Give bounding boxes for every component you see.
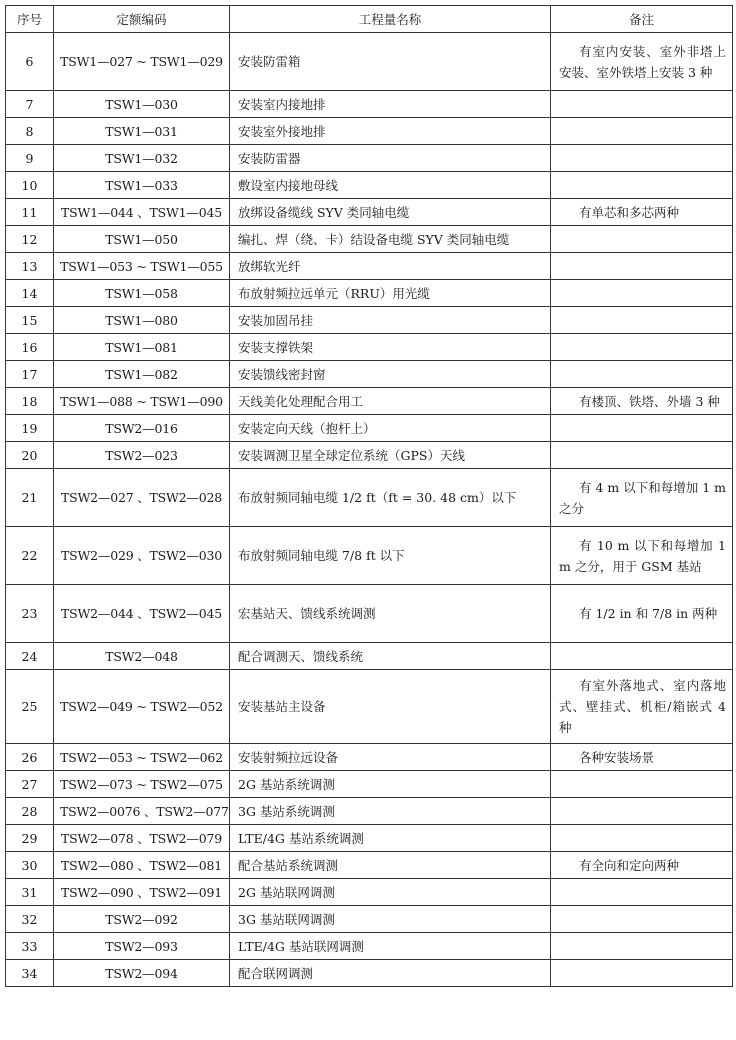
cell-quota-code: TSW1—050 [54, 226, 230, 253]
cell-remarks: 有 10 m 以下和每增加 1 m 之分，用于 GSM 基站 [551, 527, 733, 585]
cell-work-item-name: 布放射频同轴电缆 7/8 ft 以下 [230, 527, 551, 585]
cell-work-item-name: 安装防雷箱 [230, 33, 551, 91]
table-row [6, 280, 733, 307]
cell-index: 24 [6, 643, 54, 670]
cell-work-item-name: 安装定向天线（抱杆上） [230, 415, 551, 442]
table-row [6, 879, 733, 906]
cell-quota-code: TSW2—023 [54, 442, 230, 469]
cell-quota-code: TSW1—032 [54, 145, 230, 172]
cell-work-item-name: LTE/4G 基站联网调测 [230, 933, 551, 960]
cell-remarks: 各种安装场景 [551, 744, 733, 771]
cell-quota-code: TSW2—044 、TSW2—045 [54, 585, 230, 643]
cell-quota-code: TSW2—093 [54, 933, 230, 960]
cell-remarks [551, 825, 733, 852]
cell-index: 18 [6, 388, 54, 415]
cell-remarks: 有室外落地式、室内落地式、壁挂式、机柜/箱嵌式 4 种 [551, 670, 733, 744]
cell-work-item-name: 安装室外接地排 [230, 118, 551, 145]
cell-remarks [551, 280, 733, 307]
cell-quota-code: TSW1—058 [54, 280, 230, 307]
cell-index: 17 [6, 361, 54, 388]
cell-index: 28 [6, 798, 54, 825]
cell-index: 30 [6, 852, 54, 879]
cell-remarks: 有单芯和多芯两种 [551, 199, 733, 226]
cell-index: 33 [6, 933, 54, 960]
cell-index: 29 [6, 825, 54, 852]
cell-work-item-name: 放绑软光纤 [230, 253, 551, 280]
cell-remarks [551, 226, 733, 253]
cell-remarks [551, 771, 733, 798]
table-row [6, 118, 733, 145]
table-row [6, 852, 733, 879]
cell-index: 21 [6, 469, 54, 527]
cell-index: 19 [6, 415, 54, 442]
header-quota-code: 定额编码 [54, 6, 230, 33]
table-row [6, 527, 733, 585]
cell-work-item-name: 2G 基站联网调测 [230, 879, 551, 906]
cell-quota-code: TSW1—080 [54, 307, 230, 334]
cell-index: 13 [6, 253, 54, 280]
table-row [6, 415, 733, 442]
cell-remarks: 有全向和定向两种 [551, 852, 733, 879]
table-row [6, 798, 733, 825]
table-row [6, 933, 733, 960]
cell-remarks [551, 798, 733, 825]
cell-remarks [551, 906, 733, 933]
cell-remarks [551, 172, 733, 199]
cell-remarks [551, 118, 733, 145]
cell-remarks [551, 415, 733, 442]
cell-work-item-name: 安装基站主设备 [230, 670, 551, 744]
cell-quota-code: TSW2—094 [54, 960, 230, 987]
cell-quota-code: TSW2—080 、TSW2—081 [54, 852, 230, 879]
cell-quota-code: TSW1—053 ~ TSW1—055 [54, 253, 230, 280]
cell-quota-code: TSW1—081 [54, 334, 230, 361]
table-row [6, 825, 733, 852]
cell-remarks: 有 4 m 以下和每增加 1 m 之分 [551, 469, 733, 527]
cell-work-item-name: 3G 基站联网调测 [230, 906, 551, 933]
cell-work-item-name: 天线美化处理配合用工 [230, 388, 551, 415]
cell-remarks: 有 1/2 in 和 7/8 in 两种 [551, 585, 733, 643]
table-row [6, 643, 733, 670]
header-index: 序号 [6, 6, 54, 33]
cell-quota-code: TSW2—053 ~ TSW2—062 [54, 744, 230, 771]
cell-index: 8 [6, 118, 54, 145]
cell-work-item-name: 2G 基站系统调测 [230, 771, 551, 798]
cell-quota-code: TSW1—027 ~ TSW1—029 [54, 33, 230, 91]
cell-remarks [551, 361, 733, 388]
cell-index: 15 [6, 307, 54, 334]
table-row [6, 585, 733, 643]
cell-remarks [551, 933, 733, 960]
cell-remarks [551, 643, 733, 670]
cell-remarks [551, 879, 733, 906]
cell-remarks: 有楼顶、铁塔、外墙 3 种 [551, 388, 733, 415]
cell-remarks: 有室内安装、室外非塔上安装、室外铁塔上安装 3 种 [551, 33, 733, 91]
cell-index: 32 [6, 906, 54, 933]
table-row [6, 442, 733, 469]
cell-quota-code: TSW2—0076 、TSW2—077 [54, 798, 230, 825]
cell-index: 22 [6, 527, 54, 585]
cell-quota-code: TSW2—090 、TSW2—091 [54, 879, 230, 906]
table-row [6, 91, 733, 118]
cell-quota-code: TSW2—016 [54, 415, 230, 442]
cell-index: 11 [6, 199, 54, 226]
table-row [6, 744, 733, 771]
table-row [6, 670, 733, 744]
cell-quota-code: TSW2—027 、TSW2—028 [54, 469, 230, 527]
cell-remarks [551, 334, 733, 361]
table-row [6, 361, 733, 388]
cell-index: 31 [6, 879, 54, 906]
cell-work-item-name: 安装支撑铁架 [230, 334, 551, 361]
cell-work-item-name: 编扎、焊（绕、卡）结设备电缆 SYV 类同轴电缆 [230, 226, 551, 253]
cell-index: 7 [6, 91, 54, 118]
table-row [6, 906, 733, 933]
cell-work-item-name: 3G 基站系统调测 [230, 798, 551, 825]
cell-quota-code: TSW2—078 、TSW2—079 [54, 825, 230, 852]
cell-work-item-name: 放绑设备缆线 SYV 类同轴电缆 [230, 199, 551, 226]
cell-index: 16 [6, 334, 54, 361]
cell-quota-code: TSW2—049 ~ TSW2—052 [54, 670, 230, 744]
table-body [6, 33, 733, 987]
table-row [6, 388, 733, 415]
cell-quota-code: TSW1—033 [54, 172, 230, 199]
cell-work-item-name: 配合联网调测 [230, 960, 551, 987]
cell-index: 27 [6, 771, 54, 798]
cell-index: 9 [6, 145, 54, 172]
table-row [6, 771, 733, 798]
table-row [6, 33, 733, 91]
header-work-item-name: 工程量名称 [230, 6, 551, 33]
table-row [6, 253, 733, 280]
table-header-row [6, 6, 733, 33]
table-row [6, 145, 733, 172]
header-remarks: 备注 [551, 6, 733, 33]
cell-quota-code: TSW1—088 ~ TSW1—090 [54, 388, 230, 415]
cell-index: 12 [6, 226, 54, 253]
cell-work-item-name: 安装射频拉远设备 [230, 744, 551, 771]
cell-index: 20 [6, 442, 54, 469]
table-row [6, 469, 733, 527]
cell-work-item-name: 宏基站天、馈线系统调测 [230, 585, 551, 643]
cell-remarks [551, 145, 733, 172]
table-row [6, 334, 733, 361]
cell-quota-code: TSW1—030 [54, 91, 230, 118]
cell-remarks [551, 960, 733, 987]
cell-quota-code: TSW1—082 [54, 361, 230, 388]
cell-quota-code: TSW2—048 [54, 643, 230, 670]
cell-work-item-name: 布放射频拉远单元（RRU）用光缆 [230, 280, 551, 307]
table-row [6, 172, 733, 199]
table-row [6, 226, 733, 253]
table-row [6, 199, 733, 226]
cell-quota-code: TSW1—044 、TSW1—045 [54, 199, 230, 226]
cell-work-item-name: 安装加固吊挂 [230, 307, 551, 334]
quota-table [5, 5, 733, 987]
cell-work-item-name: LTE/4G 基站系统调测 [230, 825, 551, 852]
cell-index: 26 [6, 744, 54, 771]
cell-work-item-name: 配合调测天、馈线系统 [230, 643, 551, 670]
cell-work-item-name: 敷设室内接地母线 [230, 172, 551, 199]
quota-table-page [5, 5, 732, 987]
cell-index: 25 [6, 670, 54, 744]
cell-work-item-name: 安装防雷器 [230, 145, 551, 172]
cell-index: 10 [6, 172, 54, 199]
cell-index: 6 [6, 33, 54, 91]
cell-remarks [551, 307, 733, 334]
cell-remarks [551, 253, 733, 280]
cell-quota-code: TSW2—029 、TSW2—030 [54, 527, 230, 585]
cell-work-item-name: 安装调测卫星全球定位系统（GPS）天线 [230, 442, 551, 469]
cell-quota-code: TSW2—073 ~ TSW2—075 [54, 771, 230, 798]
cell-work-item-name: 安装馈线密封窗 [230, 361, 551, 388]
cell-index: 14 [6, 280, 54, 307]
table-row [6, 960, 733, 987]
table-row [6, 307, 733, 334]
cell-remarks [551, 91, 733, 118]
cell-work-item-name: 配合基站系统调测 [230, 852, 551, 879]
cell-quota-code: TSW1—031 [54, 118, 230, 145]
cell-work-item-name: 安装室内接地排 [230, 91, 551, 118]
cell-work-item-name: 布放射频同轴电缆 1/2 ft（ft = 30. 48 cm）以下 [230, 469, 551, 527]
cell-remarks [551, 442, 733, 469]
cell-index: 34 [6, 960, 54, 987]
cell-index: 23 [6, 585, 54, 643]
cell-quota-code: TSW2—092 [54, 906, 230, 933]
